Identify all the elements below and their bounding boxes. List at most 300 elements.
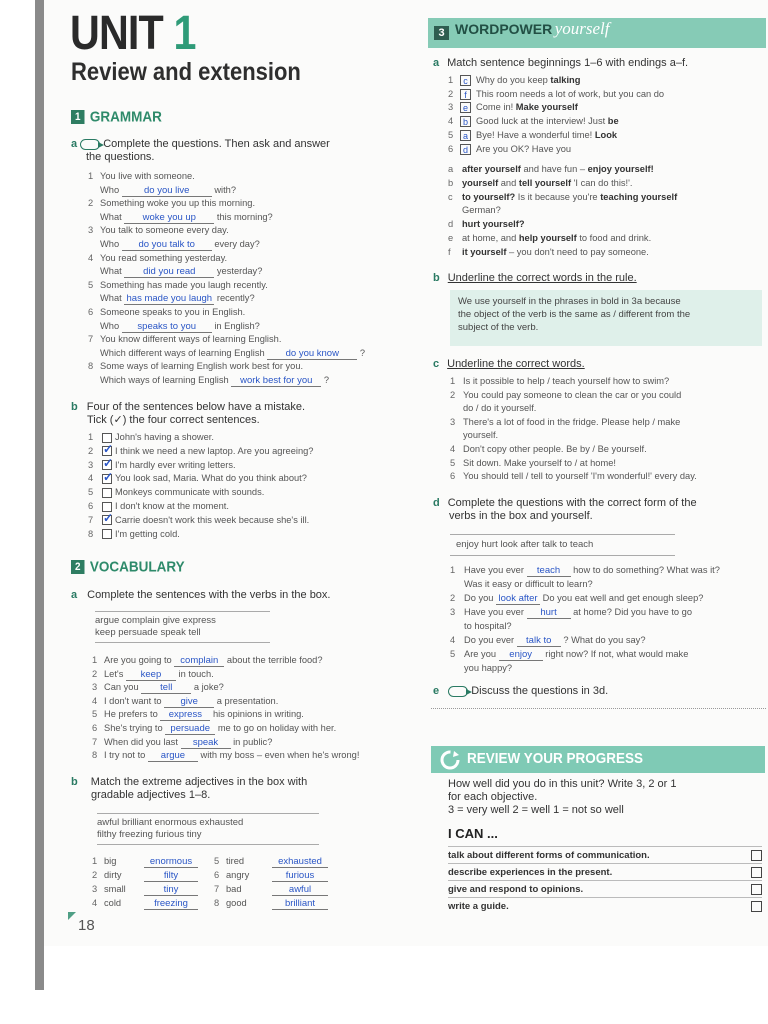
sentence-text: I think we need a new laptop. Are you agreeing? — [115, 445, 314, 456]
objective-row — [448, 897, 762, 914]
exercise-letter: c — [433, 358, 440, 370]
question-line — [88, 184, 418, 198]
item-number: 3 — [450, 607, 456, 617]
ending-item — [448, 177, 763, 191]
answer-blank[interactable]: talk to — [517, 635, 561, 647]
question-item — [450, 563, 768, 577]
progress-cycle-icon — [439, 749, 461, 771]
ending-letter: c — [448, 191, 453, 202]
sentence-text: I'm hardly ever writing letters. — [115, 459, 236, 470]
exercise-letter: a — [433, 57, 440, 69]
question-line — [88, 374, 418, 388]
ending-bold: to yourself? — [462, 191, 516, 202]
sentence-end: with my boss – even when he's wrong! — [200, 750, 360, 761]
checkbox-item — [88, 500, 418, 514]
question-start: Have you ever — [464, 607, 524, 617]
answer-blank[interactable]: complain — [174, 655, 224, 667]
item-number: 2 — [450, 593, 456, 603]
question-start: Who — [100, 238, 120, 249]
adjective-row — [92, 854, 352, 868]
question-end: this morning? — [216, 211, 273, 222]
wordpower-c-items — [450, 375, 765, 484]
item-number: 6 — [450, 471, 456, 482]
rule-line: We use yourself in the phrases in bold in 3a because — [458, 296, 681, 307]
item-number: 5 — [88, 487, 94, 498]
sentence-text[interactable]: You should tell / tell to yourself 'I'm wonderful!' every day. — [463, 471, 697, 482]
ending-text: – you don't need to pay someone. — [506, 246, 649, 257]
item-number: 1 — [92, 655, 98, 665]
vocab-sentence — [92, 708, 422, 722]
sentence-end: a joke? — [193, 682, 224, 693]
sentence-end: in touch. — [178, 668, 214, 679]
question-end: right now? If not, what would make — [545, 649, 689, 659]
answer-blank[interactable]: did you read — [124, 266, 214, 278]
ending-letter: e — [448, 232, 454, 243]
question-start: Are you — [464, 649, 497, 659]
vocab-a-instruction — [71, 589, 330, 602]
underline-item — [450, 443, 765, 457]
sentence-end: his opinions in writing. — [212, 709, 304, 720]
grammar-a-instruction — [71, 138, 416, 164]
ending-item — [448, 232, 763, 246]
tick-mark: ✓ — [103, 456, 114, 471]
sentence-start: Let's — [104, 668, 124, 679]
tick-checkbox[interactable] — [102, 502, 112, 512]
tick-checkbox[interactable] — [102, 488, 112, 498]
answer-blank[interactable]: exhausted — [272, 856, 328, 868]
item-number: 7 — [214, 884, 220, 894]
page-bottom-margin — [44, 946, 768, 1024]
item-number: 7 — [92, 736, 98, 747]
answer-blank[interactable]: has made you laugh — [124, 293, 214, 305]
unit-word: UNIT — [70, 7, 163, 60]
instruction-text: Match the extreme adjectives in the box with — [90, 776, 308, 788]
sentence-text: John's having a shower. — [115, 432, 214, 442]
wordpower-endings — [448, 163, 763, 260]
instruction-text: Complete the sentences with the verbs in the box. — [87, 589, 331, 601]
sentence-text[interactable]: yourself. — [463, 430, 499, 441]
ending-letter: d — [448, 219, 454, 230]
sentence-start: When did you last — [104, 736, 178, 747]
tick-checkbox[interactable] — [102, 433, 112, 443]
underline-item — [450, 416, 765, 430]
answer-blank[interactable]: teach — [527, 565, 571, 577]
checkbox-item — [88, 528, 418, 542]
prompt-text: Some ways of learning English work best for you. — [100, 361, 304, 372]
ending-bold: tell yourself — [518, 177, 572, 188]
answer-blank[interactable]: do you live — [122, 185, 212, 197]
tick-checkbox[interactable] — [102, 456, 114, 471]
instruction-text: verbs in the box and yourself. — [449, 510, 593, 522]
question-prompt — [88, 252, 418, 266]
ending-letter: a — [448, 164, 454, 174]
answer-blank[interactable]: tell — [141, 682, 191, 694]
question-line — [88, 320, 418, 334]
answer-blank[interactable]: tiny — [144, 884, 198, 896]
ending-bold: teaching yourself — [600, 191, 678, 202]
item-number: 4 — [92, 898, 98, 908]
answer-blank[interactable]: express — [160, 709, 210, 721]
answer-blank[interactable]: persuade — [165, 723, 215, 735]
adjective-box — [97, 813, 319, 845]
objective-checkbox[interactable] — [751, 867, 762, 878]
instruction-text: Complete the questions with the correct form of the — [447, 497, 697, 509]
unit-title — [70, 6, 196, 62]
item-number: 3 — [88, 459, 94, 470]
adjective-word: tired — [226, 856, 245, 866]
ending-item — [448, 191, 763, 205]
answer-blank[interactable]: filty — [144, 870, 198, 882]
question-start: Which different ways of learning English — [100, 347, 265, 358]
item-number: 1 — [450, 376, 456, 386]
corner-triangle-icon — [68, 912, 76, 920]
answer-blank[interactable]: furious — [272, 870, 328, 882]
item-number: 4 — [450, 443, 456, 454]
sentence-end: in public? — [233, 736, 273, 747]
i-can-heading: I CAN ... — [448, 826, 498, 841]
item-number: 5 — [450, 457, 456, 468]
wordpower-e-instruction — [433, 685, 608, 698]
checkbox-item — [88, 456, 418, 473]
answer-blank[interactable]: speak — [181, 737, 231, 749]
wordpower-c-instruction — [433, 358, 585, 371]
objective-checkbox[interactable] — [751, 884, 762, 895]
section-title: VOCABULARY — [89, 558, 185, 576]
ending-bold: enjoy yourself! — [587, 164, 654, 174]
item-number: 5 — [92, 709, 98, 720]
sentence-text: Carrie doesn't work this week because she's ill. — [115, 514, 310, 525]
objective-text: give and respond to opinions. — [448, 884, 584, 895]
item-number: 5 — [88, 279, 94, 290]
sentence-end: me to go on holiday with her. — [217, 722, 337, 733]
prompt-text: You live with someone. — [100, 171, 195, 181]
exercise-letter: d — [433, 497, 440, 509]
wordpower-b-instruction — [433, 272, 637, 285]
question-end: with? — [214, 184, 237, 195]
item-number: 2 — [448, 88, 454, 99]
beginning-text: Why do you keep — [476, 75, 551, 85]
adjective-word: big — [104, 856, 117, 866]
item-number: 5 — [448, 129, 454, 140]
item-number: 7 — [88, 514, 94, 525]
sentence-text: You look sad, Maria. What do you think about? — [115, 473, 307, 484]
answer-letter-box[interactable]: e — [460, 102, 471, 113]
page-subtitle: Review and extension — [71, 58, 301, 86]
underline-item — [450, 457, 765, 471]
beginning-bold: Make yourself — [515, 102, 578, 113]
question-start: to hospital? — [464, 621, 512, 631]
ending-letter: b — [448, 177, 454, 188]
match-item — [448, 143, 763, 157]
review-heading — [431, 746, 765, 773]
vocab-sentence — [92, 736, 422, 750]
objective-text: talk about different forms of communication. — [448, 850, 650, 861]
vocab-sentence — [92, 681, 422, 695]
answer-blank[interactable]: enjoy — [499, 649, 543, 661]
prompt-text: You talk to someone every day. — [100, 225, 229, 236]
question-start: Have you ever — [464, 565, 524, 575]
ending-bold: it yourself — [462, 246, 507, 257]
sentence-text: Monkeys communicate with sounds. — [115, 487, 265, 498]
item-number: 5 — [214, 856, 220, 866]
tick-checkbox[interactable] — [102, 442, 114, 457]
underline-item — [450, 402, 765, 416]
adjective-row — [92, 896, 352, 910]
rule-line: subject of the verb. — [458, 322, 539, 333]
ending-item — [448, 218, 763, 232]
rule-box — [450, 290, 762, 346]
answer-blank[interactable]: argue — [148, 750, 198, 762]
sentence-start: He prefers to — [104, 709, 158, 720]
item-number: 3 — [92, 682, 98, 693]
verb-box-line: enjoy hurt look after talk to teach — [456, 539, 594, 550]
question-end: in English? — [214, 320, 260, 331]
underline-item — [450, 389, 765, 403]
match-item — [448, 88, 763, 102]
section-number: 1 — [71, 110, 85, 124]
instruction-text: Match sentence beginnings 1–6 with endings a–f. — [447, 57, 689, 69]
instruction-text: gradable adjectives 1–8. — [91, 789, 211, 801]
item-number: 8 — [92, 750, 98, 761]
question-item — [450, 661, 768, 675]
tick-checkbox[interactable] — [102, 469, 114, 484]
vocab-a-items — [92, 654, 422, 763]
ending-bold: yourself — [462, 177, 499, 188]
vocab-sentence — [92, 749, 422, 763]
prompt-text: Something woke you up this morning. — [100, 198, 256, 209]
question-line — [88, 265, 418, 279]
sentence-start: Are you going to — [104, 655, 172, 665]
wordpower-a-instruction — [433, 57, 688, 70]
speech-bubble-icon — [80, 139, 100, 150]
exercise-letter: b — [71, 401, 78, 413]
adjective-row — [92, 882, 352, 896]
question-end: ? — [359, 347, 366, 358]
answer-blank[interactable]: look after — [496, 593, 540, 605]
answer-letter-box[interactable]: d — [460, 144, 471, 155]
beginning-text: Come in! — [476, 102, 516, 113]
section-title: GRAMMAR — [89, 108, 162, 126]
sentence-text[interactable]: Sit down. Make yourself to / at home! — [463, 457, 616, 468]
question-end: ? — [323, 374, 330, 385]
match-item — [448, 115, 763, 129]
beginning-bold: Look — [594, 129, 618, 140]
section-number: 2 — [71, 560, 85, 574]
item-number: 4 — [448, 116, 454, 127]
ending-text: to food and drink. — [576, 232, 652, 243]
answer-blank[interactable]: keep — [126, 669, 176, 681]
instruction-text: Discuss the questions in 3d. — [471, 685, 609, 697]
question-start: What — [100, 211, 122, 222]
instruction-text: Complete the questions. Then ask and answer — [103, 138, 330, 150]
answer-letter-box[interactable]: b — [460, 116, 471, 127]
sentence-text[interactable]: There's a lot of food in the fridge. Please help / make — [463, 416, 681, 427]
answer-blank[interactable]: do you talk to — [122, 239, 212, 251]
answer-letter-box[interactable]: c — [460, 75, 471, 86]
question-start: What — [100, 266, 122, 277]
answer-blank[interactable]: give — [164, 696, 214, 708]
adjective-word: bad — [226, 884, 242, 894]
item-number: 1 — [448, 75, 454, 85]
wordpower-d-instruction — [433, 497, 765, 523]
answer-blank[interactable]: woke you up — [124, 212, 214, 224]
item-number: 8 — [88, 528, 94, 539]
item-number: 1 — [88, 432, 94, 442]
answer-letter-box[interactable]: a — [460, 130, 471, 141]
vocab-sentence — [92, 668, 422, 682]
tick-mark: ✓ — [103, 442, 114, 457]
ending-text: at home, and — [462, 232, 519, 243]
item-number: 6 — [92, 722, 98, 733]
answer-blank[interactable]: brilliant — [272, 898, 328, 910]
objective-text: write a guide. — [448, 901, 509, 912]
question-item — [450, 605, 768, 619]
sentence-start: I try not to — [104, 750, 146, 761]
question-end: every day? — [214, 238, 260, 249]
adjective-word: cold — [104, 898, 122, 908]
item-number: 4 — [92, 695, 98, 706]
question-start: Who — [100, 184, 120, 195]
checkbox-item — [88, 511, 418, 528]
checkbox-item — [88, 442, 418, 459]
instruction-text: How well did you do in this unit? Write 3, 2 or 1 — [448, 778, 677, 790]
section-title: WORDPOWER — [455, 21, 553, 37]
vocab-sentence — [92, 654, 422, 668]
ending-text: and have fun – — [520, 164, 588, 174]
item-number: 2 — [88, 198, 94, 209]
prompt-text: You know different ways of learning English. — [100, 334, 282, 345]
sentence-end: about the terrible food? — [226, 655, 323, 665]
instruction-text: for each objective. — [448, 791, 538, 803]
answer-letter-box[interactable]: f — [460, 89, 471, 100]
section-title-italic: yourself — [554, 19, 610, 38]
grammar-b-instruction — [71, 401, 416, 427]
item-number: 2 — [88, 445, 94, 456]
ending-letter: f — [448, 246, 451, 257]
beginning-text: This room needs a lot of work, but you can do — [476, 88, 665, 99]
adjective-box-line: awful brilliant enormous exhausted — [97, 817, 244, 828]
wordpower-match-items — [448, 74, 763, 156]
question-prompt — [88, 333, 418, 347]
scan-binding-edge — [35, 0, 44, 990]
beginning-text: Good luck at the interview! Just — [476, 116, 608, 127]
item-number: 4 — [88, 252, 94, 263]
question-item — [450, 591, 768, 605]
checkbox-item — [88, 469, 418, 486]
verb-box — [95, 611, 270, 643]
beginning-text: Bye! Have a wonderful time! — [476, 129, 595, 140]
answer-blank[interactable]: awful — [272, 884, 328, 896]
vocab-sentence — [92, 695, 422, 709]
objective-row — [448, 863, 762, 880]
ending-text: and — [498, 177, 519, 188]
item-number: 2 — [92, 870, 98, 880]
beginning-text: Are you OK? Have you — [476, 143, 572, 154]
ending-item — [448, 163, 763, 177]
sentence-text: I'm getting cold. — [115, 528, 180, 539]
instruction-text: Underline the correct words in the rule. — [447, 272, 637, 284]
instruction-text: the questions. — [86, 151, 155, 163]
underline-item — [450, 470, 765, 484]
grammar-a-items — [88, 170, 418, 388]
answer-blank[interactable]: freezing — [144, 898, 198, 910]
item-number: 8 — [88, 361, 94, 372]
objective-checkbox[interactable] — [751, 901, 762, 912]
item-number: 2 — [450, 389, 456, 400]
adjective-row — [92, 868, 352, 882]
answer-blank[interactable]: work best for you — [231, 375, 321, 387]
checkbox-item — [88, 431, 418, 445]
beginning-bold: be — [607, 116, 619, 127]
ending-item — [448, 246, 763, 260]
answer-blank[interactable]: enormous — [144, 856, 198, 868]
tick-checkbox[interactable] — [102, 529, 112, 539]
sentence-text[interactable]: Don't copy other people. Be by / Be yourself. — [463, 443, 647, 454]
item-number: 6 — [88, 500, 94, 511]
sentence-start: Can you — [104, 682, 139, 693]
wordpower-d-items — [450, 563, 768, 675]
sentence-text[interactable]: You could pay someone to clean the car or you could — [463, 389, 682, 400]
objective-checkbox[interactable] — [751, 850, 762, 861]
verb-box-line: keep persuade speak tell — [95, 627, 201, 638]
answer-blank[interactable]: do you know — [267, 348, 357, 360]
question-item — [450, 577, 768, 591]
adjective-box-line: filthy freezing furious tiny — [97, 829, 202, 840]
item-number: 3 — [88, 225, 94, 236]
vocab-sentence — [92, 722, 422, 736]
question-start: Do you — [464, 593, 494, 603]
answer-blank[interactable]: speaks to you — [122, 321, 212, 333]
underline-item — [450, 375, 765, 389]
ending-bold: hurt yourself? — [462, 219, 525, 230]
checkbox-item — [88, 486, 418, 500]
item-number: 5 — [450, 649, 456, 659]
question-end: recently? — [216, 293, 255, 304]
item-number: 6 — [88, 306, 94, 317]
question-line — [88, 292, 418, 306]
question-prompt — [88, 224, 418, 238]
answer-blank[interactable]: hurt — [527, 607, 571, 619]
sentence-text[interactable]: Is it possible to help / teach yourself how to swim? — [463, 376, 670, 386]
item-number: 4 — [450, 635, 456, 645]
ending-item — [448, 204, 763, 218]
exercise-letter: a — [71, 138, 78, 150]
match-item — [448, 101, 763, 115]
review-instruction — [448, 778, 763, 817]
tick-checkbox[interactable] — [102, 511, 114, 526]
exercise-letter: e — [433, 685, 440, 697]
question-line — [88, 238, 418, 252]
ending-bold: after yourself — [462, 164, 521, 174]
tick-mark: ✓ — [103, 511, 114, 526]
rule-line: the object of the verb is the same as / different from the — [458, 309, 691, 320]
sentence-start: I don't want to — [104, 695, 162, 706]
prompt-text: Someone speaks to you in English. — [100, 306, 246, 317]
question-prompt — [88, 197, 418, 211]
question-end: how to do something? What was it? — [573, 565, 720, 575]
question-end: at home? Did you have to go — [573, 607, 693, 617]
sentence-start: She's trying to — [104, 722, 163, 733]
match-item — [448, 129, 763, 143]
objective-row — [448, 880, 762, 897]
sentence-text[interactable]: do / do it yourself. — [463, 403, 537, 414]
tick-mark: ✓ — [103, 469, 114, 484]
adjective-word: small — [104, 884, 126, 894]
exercise-letter: b — [71, 776, 78, 788]
ending-text: German? — [462, 205, 501, 216]
wordpower-heading — [428, 18, 766, 48]
question-item — [450, 619, 768, 633]
